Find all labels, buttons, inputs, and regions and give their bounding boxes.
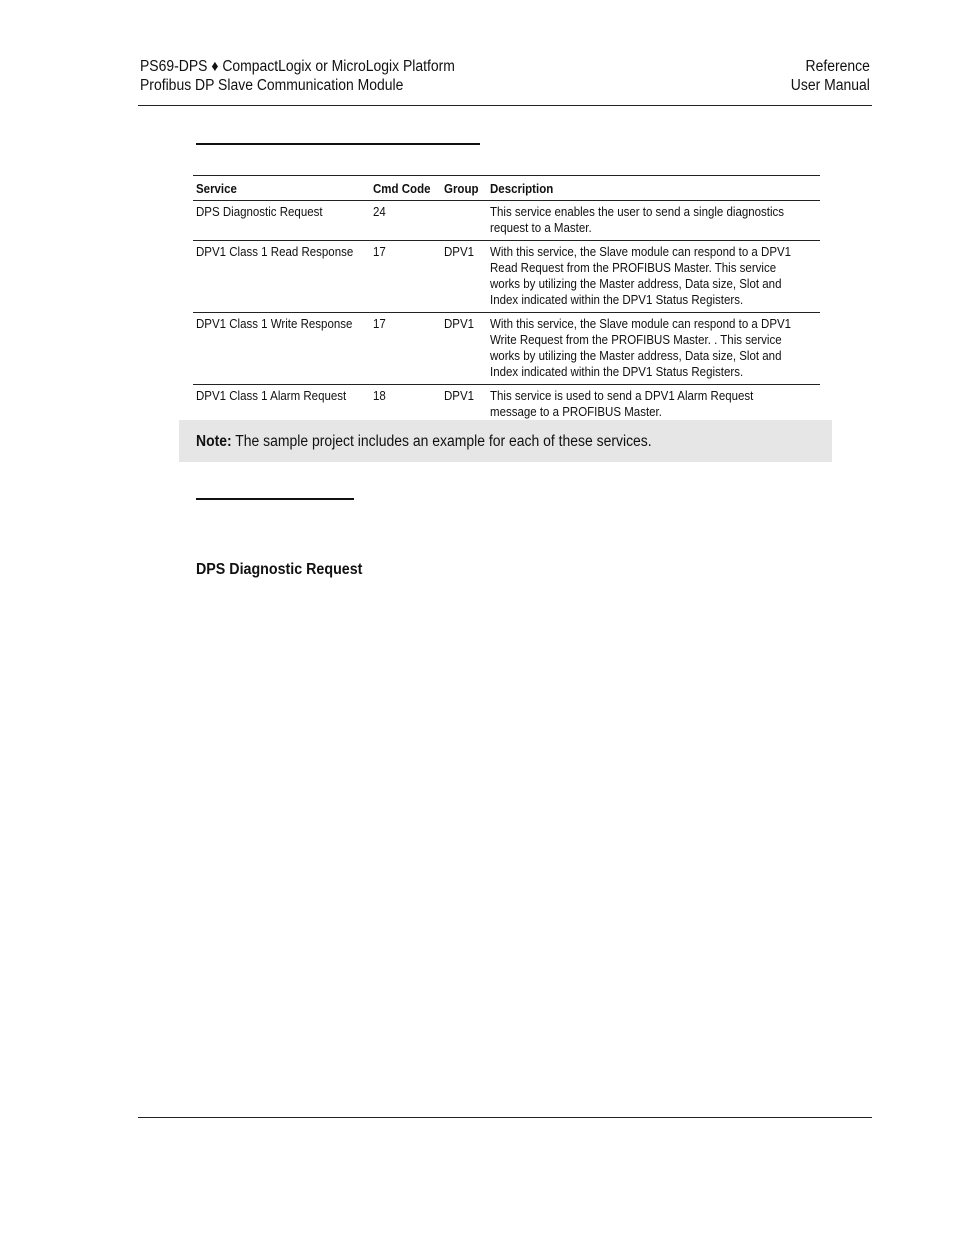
note-text — [196, 432, 652, 451]
section-heading-rule — [196, 498, 354, 500]
cell-service: DPS Diagnostic Request — [193, 201, 370, 241]
column-header-description: Description — [487, 176, 820, 201]
table-row — [193, 385, 820, 425]
header-left — [140, 57, 455, 95]
cell-cmd-code: 24 — [370, 201, 440, 241]
column-header-cmd-code: Cmd Code — [370, 176, 440, 201]
column-header-group: Group — [441, 176, 487, 201]
note-label: Note: — [196, 433, 232, 450]
header-doc-type: User Manual — [790, 77, 870, 94]
header-module-title: Profibus DP Slave Communication Module — [140, 77, 404, 94]
cell-cmd-code: 18 — [373, 389, 387, 403]
header-product-title: PS69-DPS ♦ CompactLogix or MicroLogix Platform — [140, 58, 455, 75]
cell-group: DPV1 — [441, 313, 487, 385]
table-row — [193, 241, 820, 313]
cell-group: DPV1 — [441, 241, 487, 313]
footer-divider — [138, 1117, 872, 1118]
table-row — [193, 201, 820, 241]
cell-service: DPV1 Class 1 Read Response — [193, 241, 370, 313]
note-box — [179, 420, 832, 462]
services-table — [193, 175, 820, 424]
header-right — [791, 57, 870, 95]
cell-description: This service enables the user to send a single diagnostics request to a Master. — [487, 201, 820, 241]
cell-cmd-code: 17 — [370, 313, 440, 385]
cell-description: With this service, the Slave module can respond to a DPV1 Read Request from the PROFIBUS Master. This service works by utilizing the Master address, Data size, Slot and Index indicated within the DPV1 Status Registers. — [487, 241, 820, 313]
cell-service: DPV1 Class 1 Write Response — [193, 313, 370, 385]
cell-cmd-code: 17 — [370, 241, 440, 313]
table-header-row — [193, 176, 820, 201]
header-divider — [138, 105, 872, 106]
table-row — [193, 313, 820, 385]
cell-description: With this service, the Slave module can respond to a DPV1 Write Request from the PROFIBUS Master. . This service works by utilizing the Master address, Data size, Slot and Index indicated within the DPV1 Status Registers. — [487, 313, 820, 385]
cell-description: This service is used to send a DPV1 Alarm Request message to a PROFIBUS Master. — [489, 389, 754, 419]
cell-service: DPV1 Class 1 Alarm Request — [196, 389, 347, 403]
cell-group: DPV1 — [443, 389, 474, 403]
section-heading-rule — [196, 143, 480, 145]
column-header-service: Service — [193, 176, 370, 201]
header-section-label: Reference — [805, 58, 870, 75]
subsection-heading: DPS Diagnostic Request — [196, 561, 363, 578]
note-body: The sample project includes an example for each of these services. — [231, 433, 652, 450]
cell-group — [441, 201, 487, 241]
